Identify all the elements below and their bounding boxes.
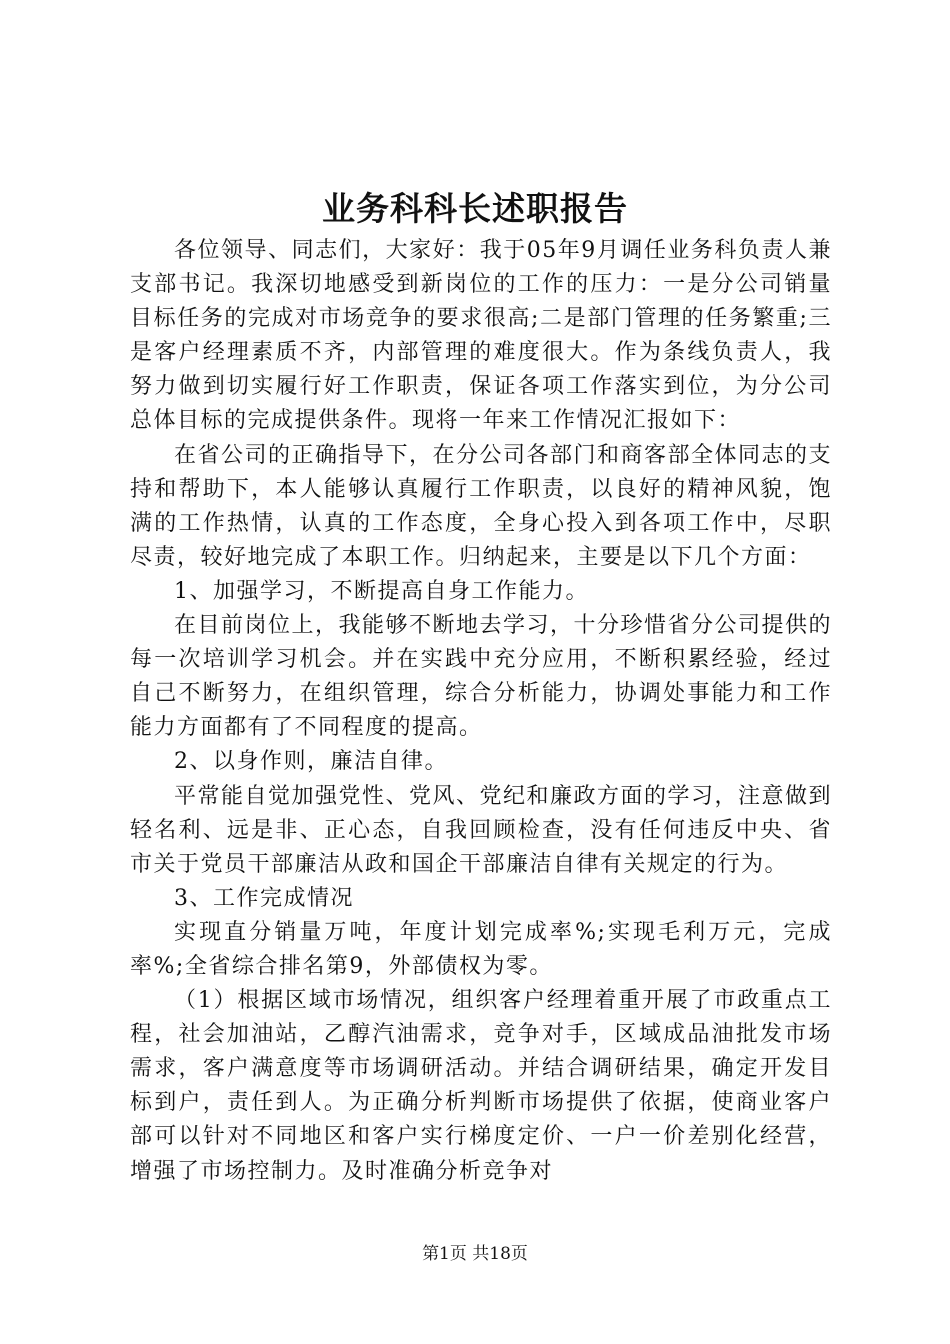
paragraph-study: 在目前岗位上，我能够不断地去学习，十分珍惜省分公司提供的每一次培训学习机会。并在实践中充分应用，不断积累经验，经过自己不断努力，在组织管理，综合分析能力，协调处事能力和工作能力方面都有了不同程度的提高。 bbox=[130, 613, 833, 741]
paragraph-greeting: 各位领导、同志们，大家好：我于05年9月调任业务科负责人兼支部书记。我深切地感受到新岗位的工作的压力：一是分公司销量目标任务的完成对市场竞争的要求很高;二是部门管理的任务繁重;三是客户经理素质不齐，内部管理的难度很大。作为条线负责人，我努力做到切实履行好工作职责，保证各项工作落实到位，为分公司总体目标的完成提供条件。现将一年来工作情况汇报如下： bbox=[130, 238, 832, 434]
page-number-footer: 第1页 共18页 bbox=[422, 1244, 528, 1264]
document-title: 业务科科长述职报告 bbox=[322, 189, 628, 228]
paragraph-results: 实现直分销量万吨，年度计划完成率%;实现毛利万元，完成率%;全省综合排名第9，外部债权为零。 bbox=[130, 919, 832, 979]
document-body bbox=[130, 234, 832, 1189]
section-heading-study: 1、加强学习，不断提高自身工作能力。 bbox=[174, 578, 589, 604]
paragraph-integrity: 平常能自觉加强党性、党风、党纪和廉政方面的学习，注意做到轻名利、远是非、正心态，自我回顾检查，没有任何违反中央、省市关于党员干部廉洁从政和国企干部廉洁自律有关规定的行为。 bbox=[130, 783, 833, 877]
section-heading-integrity: 2、以身作则，廉洁自律。 bbox=[174, 749, 448, 775]
section-heading-results: 3、工作完成情况 bbox=[174, 885, 354, 911]
paragraph-market-research: （1）根据区域市场情况，组织客户经理着重开展了市政重点工程，社会加油站，乙醇汽油需求，竞争对手，区域成品油批发市场需求，客户满意度等市场调研活动。并结合调研结果，确定开发目标到户，责任到人。为正确分析判断市场提供了依据，使商业客户部可以针对不同地区和客户实行梯度定价、一户一价差别化经营，增强了市场控制力。及时准确分析竞争对 bbox=[130, 988, 832, 1184]
paragraph-overview: 在省公司的正确指导下，在分公司各部门和商客部全体同志的支持和帮助下，本人能够认真履行工作职责，以良好的精神风貌，饱满的工作热情，认真的工作态度，全身心投入到各项工作中，尽职尽责，较好地完成了本职工作。归纳起来，主要是以下几个方面： bbox=[130, 442, 833, 570]
